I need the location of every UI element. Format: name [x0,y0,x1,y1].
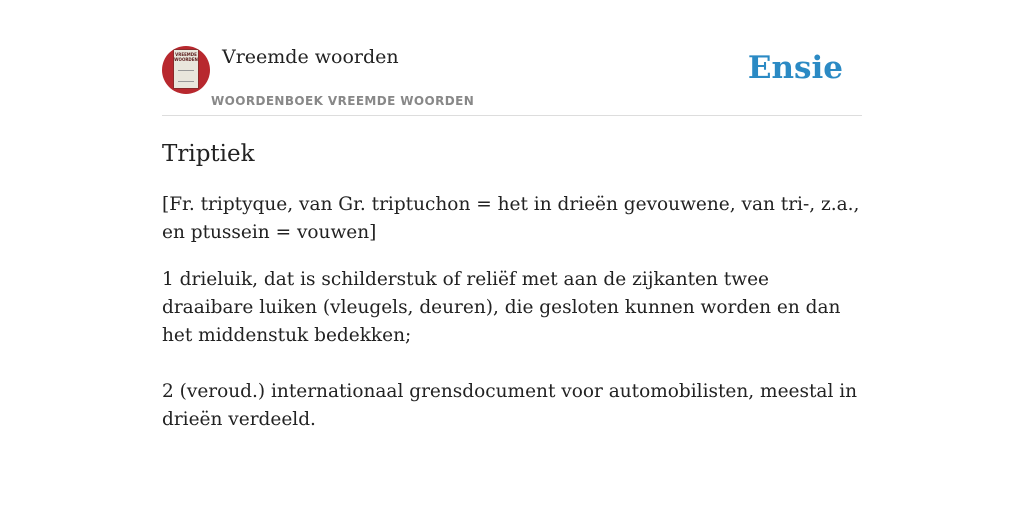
book-cover-title: VREEMDE WOORDEN [174,52,198,62]
entry-meaning-2: 2 (veroud.) internationaal grensdocument voor automobilisten, meestal in drieën verdeeld. [162,381,858,430]
source-name-link[interactable]: Vreemde woorden [222,46,399,68]
source-subtitle: WOORDENBOEK VREEMDE WOORDEN [211,94,475,108]
entry-meaning-1: 1 drieluik, dat is schilderstuk of reliëf met aan de zijkanten twee draaibare luiken (vleugels, deuren), die gesloten kunnen worden en dan het middenstuk bedekken; [162,269,841,346]
source-avatar[interactable] [162,46,210,94]
book-cover-decoration [178,70,194,82]
entry-etymology: [Fr. triptyque, van Gr. triptuchon = het in drieën gevouwene, van tri-, z.a., en ptussein = vouwen] [162,194,860,243]
entry-header [162,40,862,116]
entry-card [162,40,862,434]
brand-logo-link[interactable]: Ensie [747,50,843,86]
entry-term: Triptiek [162,141,255,167]
book-cover-icon [173,49,199,89]
